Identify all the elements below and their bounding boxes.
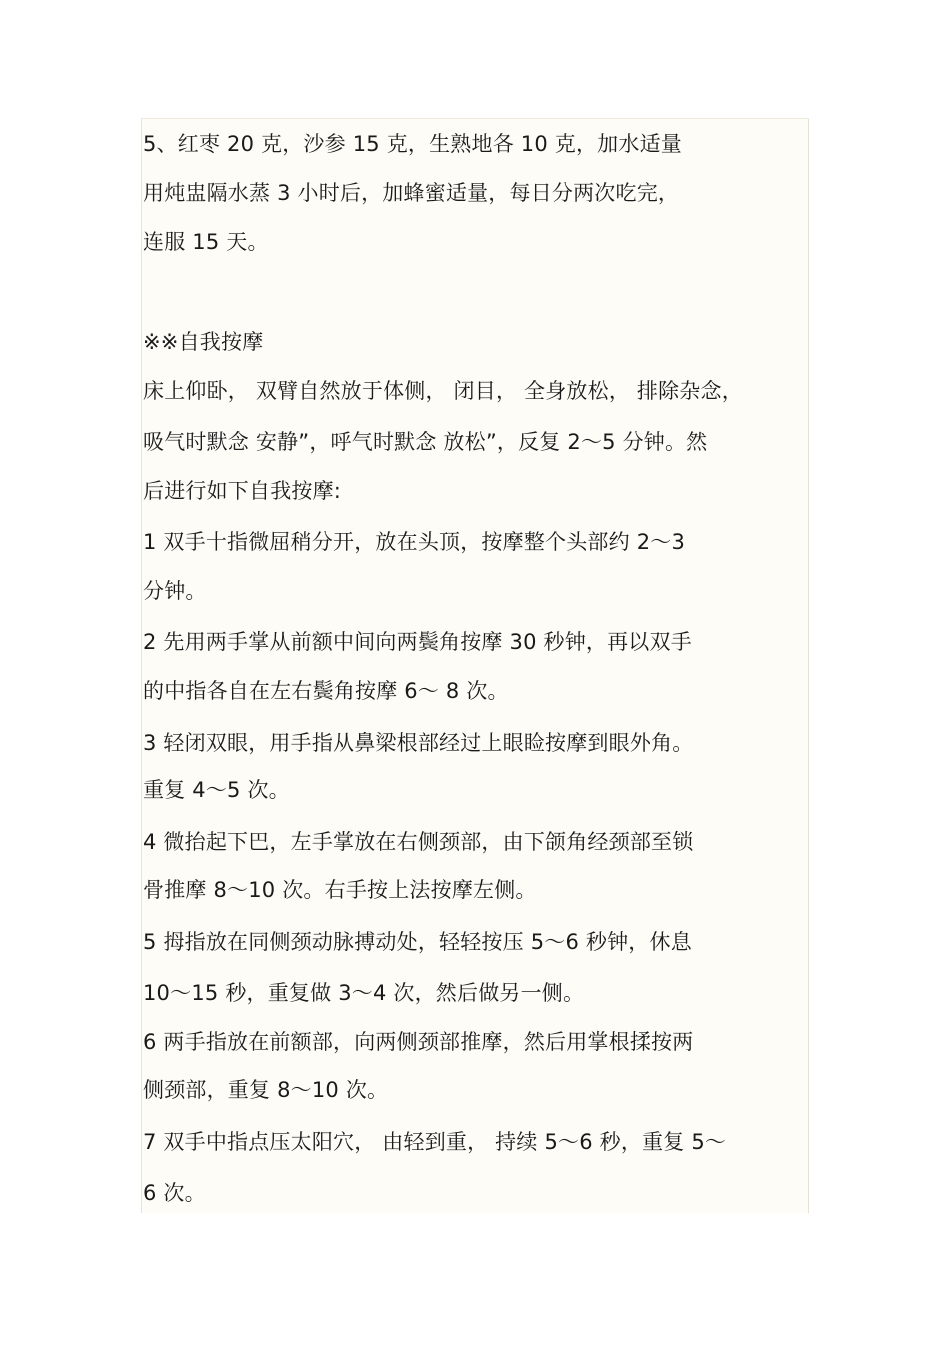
text-line: 3 轻闭双眼，用手指从鼻梁根部经过上眼睑按摩到眼外角。 — [143, 731, 694, 755]
text-line: 5、红枣 20 克，沙参 15 克，生熟地各 10 克，加水适量 — [143, 132, 682, 156]
text-line: 重复 4～5 次。 — [143, 778, 290, 802]
text-line: 7 双手中指点压太阳穴， 由轻到重， 持续 5～6 秒，重复 5～ — [143, 1130, 727, 1154]
text-line: 后进行如下自我按摩: — [143, 479, 342, 503]
text-line: 分钟。 — [143, 579, 207, 603]
text-line: 的中指各自在左右鬓角按摩 6～ 8 次。 — [143, 679, 509, 703]
text-line: 吸气时默念 安静”，呼气时默念 放松”，反复 2～5 分钟。然 — [143, 430, 708, 454]
text-line: 用炖盅隔水蒸 3 小时后，加蜂蜜适量，每日分两次吃完， — [143, 181, 680, 205]
text-line: 连服 15 天。 — [143, 230, 269, 254]
text-line: 6 两手指放在前额部，向两侧颈部推摩，然后用掌根揉按两 — [143, 1030, 694, 1054]
text-line: 2 先用两手掌从前额中间向两鬓角按摩 30 秒钟，再以双手 — [143, 630, 692, 654]
text-line: 6 次。 — [143, 1181, 206, 1205]
section-heading: ※※自我按摩 — [143, 330, 264, 354]
text-line: 4 微抬起下巴，左手掌放在右侧颈部，由下颌角经颈部至锁 — [143, 830, 694, 854]
text-line: 骨推摩 8～10 次。右手按上法按摩左侧。 — [143, 878, 537, 902]
text-line: 1 双手十指微屈稍分开，放在头顶，按摩整个头部约 2～3 — [143, 530, 686, 554]
text-line: 10～15 秒，重复做 3～4 次，然后做另一侧。 — [143, 981, 585, 1005]
text-line: 床上仰卧， 双臂自然放于体侧， 闭目， 全身放松， 排除杂念， — [143, 379, 743, 403]
text-line: 5 拇指放在同侧颈动脉搏动处，轻轻按压 5～6 秒钟，休息 — [143, 930, 692, 954]
text-line: 侧颈部，重复 8～10 次。 — [143, 1078, 389, 1102]
